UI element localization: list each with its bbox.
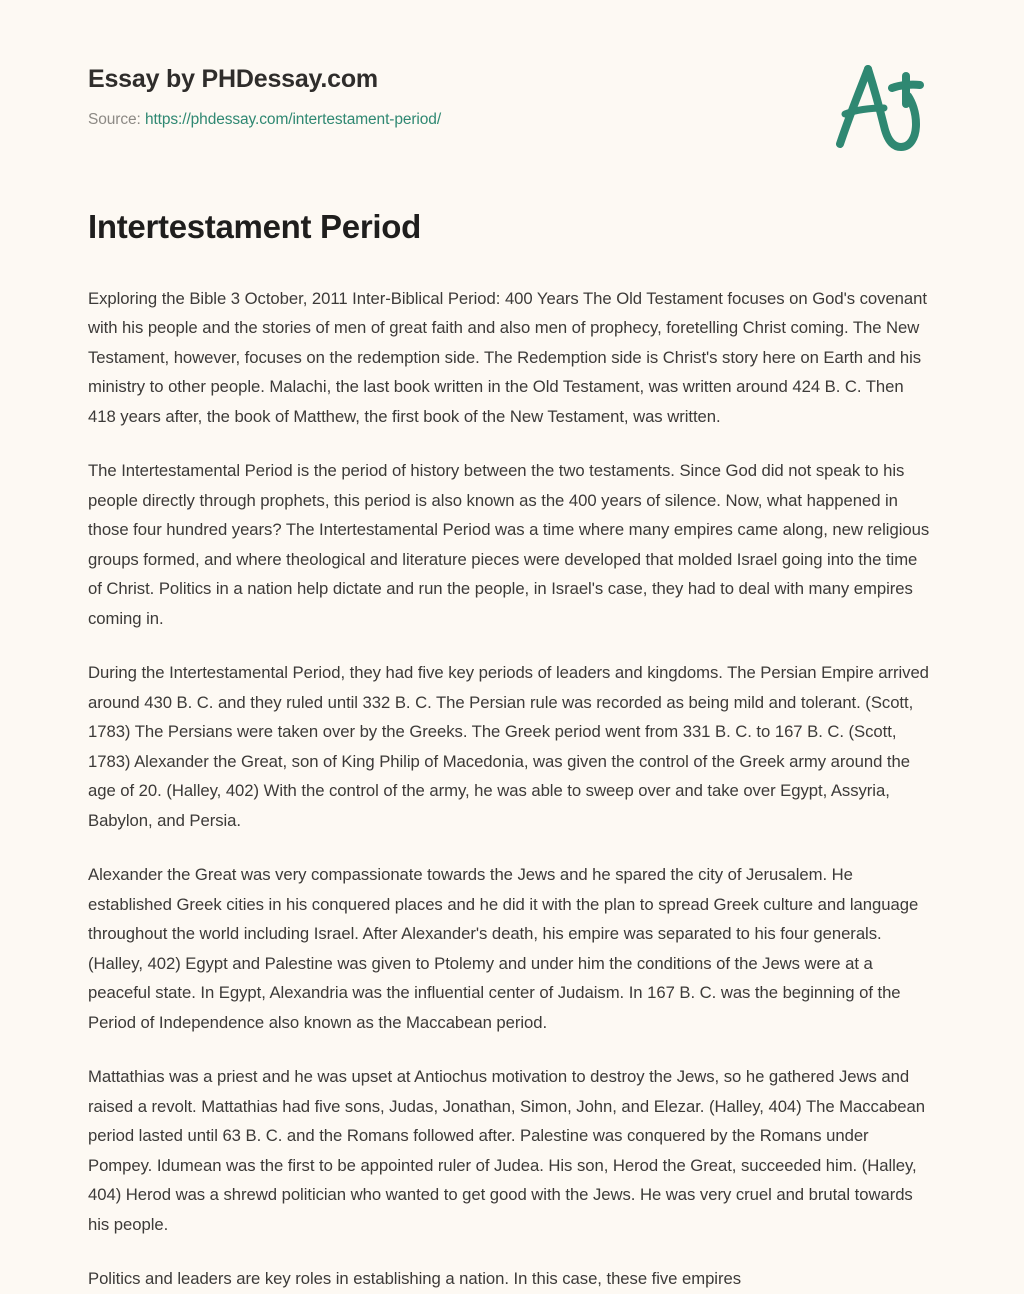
- source-line: [88, 111, 936, 129]
- article-paragraph: Politics and leaders are key roles in establishing a nation. In this case, these five empires: [88, 1269, 741, 1289]
- a-plus-logo[interactable]: [816, 52, 936, 162]
- brand-title: Essay by PHDessay.com: [88, 65, 378, 93]
- article-paragraph: The Intertestamental Period is the period of history between the two testaments. Since God did not speak to his people directly through prophets, this period is also known as the 400 years of silence. Now, what happened in those four hundred years? The Intertestamental Period was a time where many empires came along, new religious groups formed, and where theological and literature pieces were developed that molded Israel going into the time of Christ. Politics in a nation help dictate and run the people, in Israel's case, they had to deal with many empires coming in.: [88, 461, 930, 628]
- page-title: Intertestament Period: [88, 208, 421, 245]
- article-paragraph: Exploring the Bible 3 October, 2011 Inter-Biblical Period: 400 Years The Old Testament focuses on God's covenant with his people and the stories of men of great faith and also men of prophecy, foretelling Christ coming. The New Testament, however, focuses on the redemption side. The Redemption side is Christ's story here on Earth and his ministry to other people. Malachi, the last book written in the Old Testament, was written around 424 B. C. Then 418 years after, the book of Matthew, the first book of the New Testament, was written.: [88, 288, 927, 426]
- article-paragraph: During the Intertestamental Period, they had five key periods of leaders and kingdoms. The Persian Empire arrived around 430 B. C. and they ruled until 332 B. C. The Persian rule was recorded as being mild and tolerant. (Scott, 1783) The Persians were taken over by the Greeks. The Greek period went from 331 B. C. to 167 B. C. (Scott, 1783) Alexander the Great, son of King Philip of Macedonia, was given the control of the Greek army around the age of 20. (Halley, 402) With the control of the army, he was able to sweep over and take over Egypt, Assyria, Babylon, and Persia.: [88, 663, 929, 830]
- article-paragraph: Mattathias was a priest and he was upset at Antiochus motivation to destroy the Jews, so he gathered Jews and raised a revolt. Mattathias had five sons, Judas, Jonathan, Simon, John, and Elezar. (Halley, 404) The Maccabean period lasted until 63 B. C. and the Romans followed after. Palestine was conquered by the Romans under Pompey. Idumean was the first to be appointed ruler of Judea. His son, Herod the Great, succeeded him. (Halley, 404) Herod was a shrewd politician who wanted to get good with the Jews. He was very cruel and brutal towards his people.: [88, 1067, 925, 1234]
- page-header: [88, 0, 936, 128]
- source-url-link[interactable]: https://phdessay.com/intertestament-period/: [144, 110, 442, 128]
- a-plus-logo-icon: [816, 52, 936, 162]
- article-body: [88, 284, 930, 1294]
- article-paragraph: Alexander the Great was very compassionate towards the Jews and he spared the city of Jerusalem. He established Greek cities in his conquered places and he did it with the plan to spread Greek culture and language throughout the world including Israel. After Alexander's death, his empire was separated to his four generals. (Halley, 402) Egypt and Palestine was given to Ptolemy and under him the conditions of the Jews were at a peaceful state. In Egypt, Alexandria was the influential center of Judaism. In 167 B. C. was the beginning of the Period of Independence also known as the Maccabean period.: [88, 865, 919, 1032]
- source-label: Source:: [88, 110, 141, 128]
